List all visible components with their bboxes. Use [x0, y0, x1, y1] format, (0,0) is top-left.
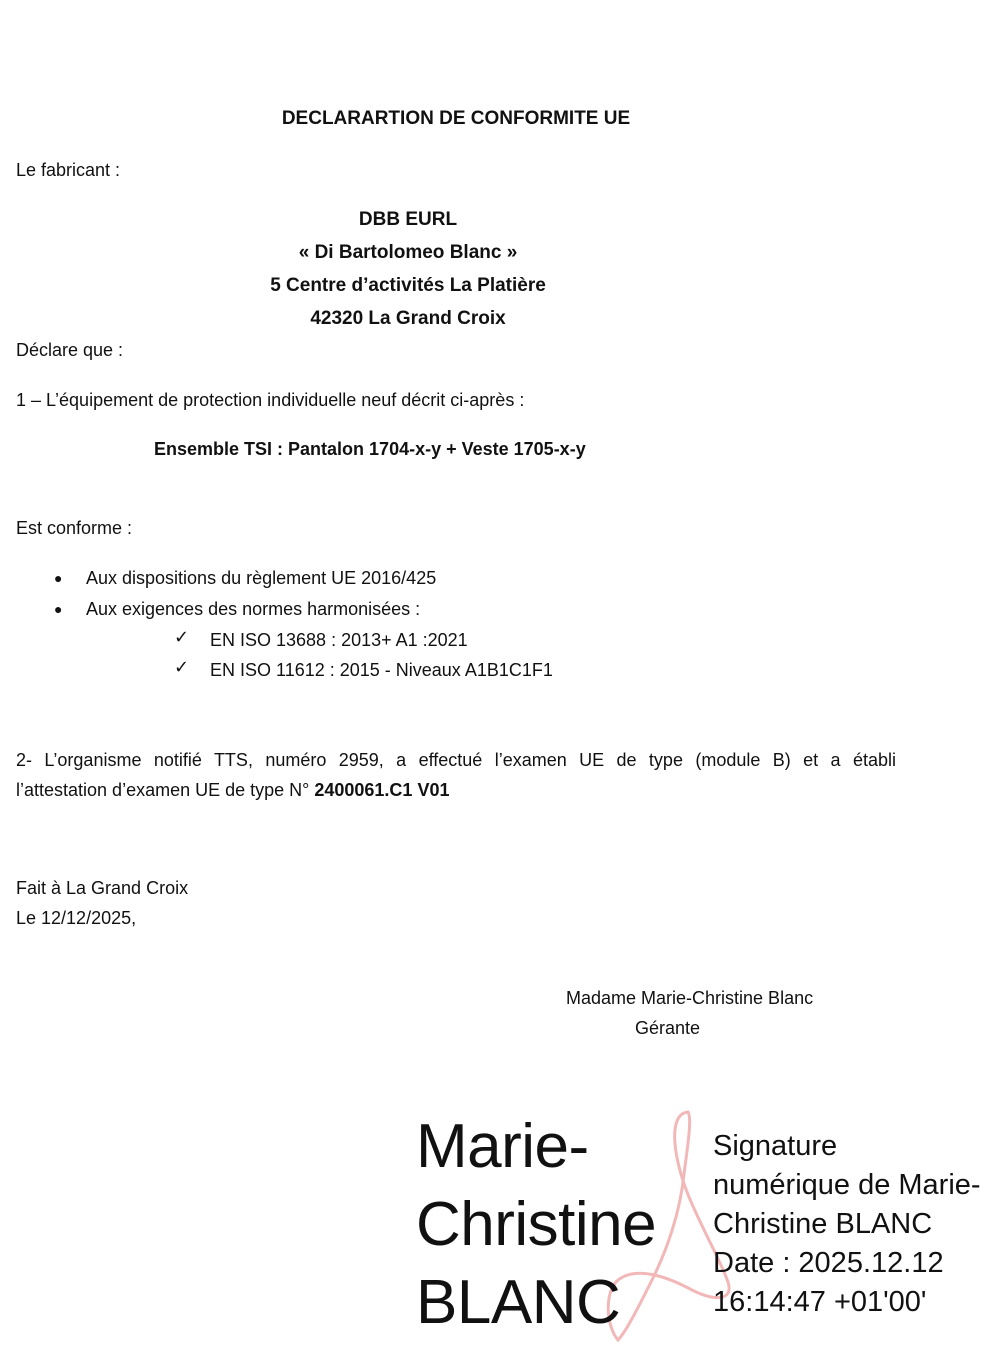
standard-item: EN ISO 13688 : 2013+ A1 :2021 [210, 630, 468, 650]
signature-time-line: 16:14:47 +01'00' [713, 1286, 927, 1318]
notified-body-certificate-line [16, 779, 449, 801]
signature-detail-line: Signature [713, 1130, 838, 1162]
place-line: Fait à La Grand Croix [16, 878, 189, 898]
certificate-number: 2400061.C1 V01 [314, 780, 450, 800]
manufacturer-company: DBB EURL [358, 209, 458, 230]
bullet-icon: ● [54, 570, 63, 586]
date-line: Le 12/12/2025, [16, 908, 137, 928]
manufacturer-street: 5 Centre d’activités La Platière [270, 275, 546, 296]
bullet-standards: Aux exigences des normes harmonisées : [86, 599, 421, 619]
signature-name-line: BLANC [416, 1268, 621, 1337]
bullet-icon: ● [54, 601, 63, 617]
manufacturer-trade-name: « Di Bartolomeo Blanc » [298, 242, 518, 263]
bullet-regulation: Aux dispositions du règlement UE 2016/425 [86, 568, 437, 588]
manufacturer-city: 42320 La Grand Croix [310, 308, 506, 329]
equipment-intro: 1 – L’équipement de protection individuelle neuf décrit ci-après : [16, 390, 525, 410]
signature-detail-line: Christine BLANC [713, 1208, 933, 1240]
product-name: Ensemble TSI : Pantalon 1704-x-y + Veste 1705-x-y [154, 439, 586, 459]
declares-label: Déclare que : [16, 340, 124, 360]
checkmark-icon: ✓ [174, 627, 190, 647]
manufacturer-label: Le fabricant : [16, 160, 121, 180]
signature-date-line: Date : 2025.12.12 [713, 1247, 944, 1279]
signature-name-line: Marie- [416, 1112, 589, 1181]
signature-name-line: Christine [416, 1190, 657, 1259]
checkmark-icon: ✓ [174, 657, 190, 677]
signer-role: Gérante [635, 1018, 701, 1038]
document-title: DECLARARTION DE CONFORMITE UE [281, 108, 631, 129]
standard-item: EN ISO 11612 : 2015 - Niveaux A1B1C1F1 [210, 660, 553, 680]
certificate-prefix: l’attestation d’examen UE de type N° [16, 780, 315, 800]
notified-body-statement: 2- L’organisme notifié TTS, numéro 2959, a effectué l’examen UE de type (module B) et a établi [16, 750, 896, 770]
signer-name: Madame Marie-Christine Blanc [566, 988, 814, 1008]
signature-detail-line: numérique de Marie- [713, 1169, 981, 1201]
conforms-label: Est conforme : [16, 518, 133, 538]
